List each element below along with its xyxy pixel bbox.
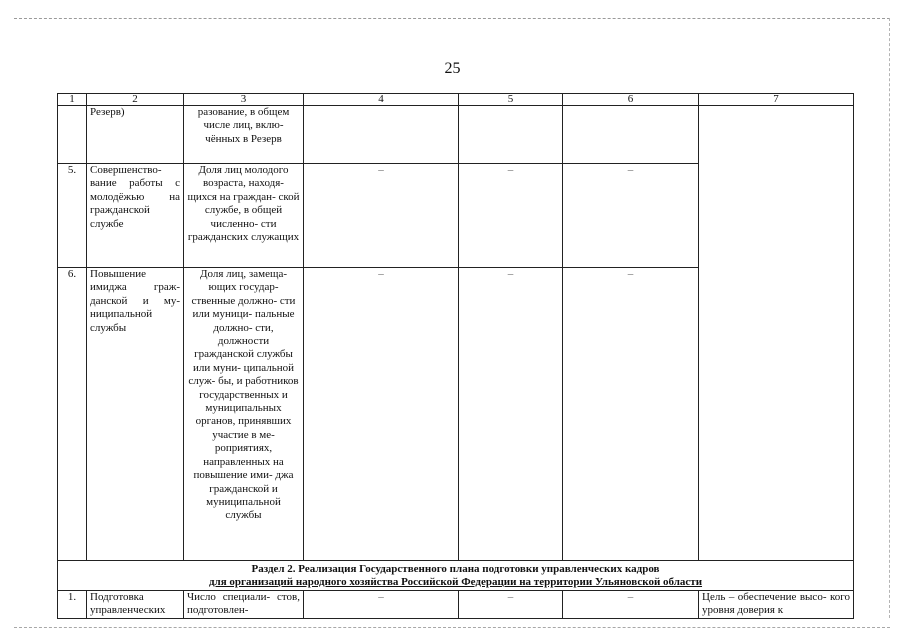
column-number: 1: [58, 94, 87, 106]
page-edge-bottom: [14, 627, 890, 628]
page-edge-top: [14, 18, 890, 19]
page-number: 25: [444, 60, 461, 77]
plan-table: [57, 93, 854, 619]
row-number: 6.: [58, 268, 87, 561]
row-number: 5.: [58, 164, 87, 268]
table-row: [58, 591, 854, 619]
activity-name: Повышение имиджа граж- данской и му- ниципальной службы: [87, 268, 184, 561]
value-cell: –: [563, 268, 699, 561]
column-number: 2: [87, 94, 184, 106]
value-cell: –: [459, 164, 563, 268]
activity-name: Совершенство- вание работы с молодёжью на гражданской службе: [87, 164, 184, 268]
indicator-text: Число специали- стов, подготовлен-: [184, 591, 304, 619]
column-number: 6: [563, 94, 699, 106]
column-number: 3: [184, 94, 304, 106]
column-number: 4: [304, 94, 459, 106]
value-cell: [563, 106, 699, 164]
value-cell: –: [304, 164, 459, 268]
page-edge-right: [889, 18, 890, 618]
value-cell: –: [563, 591, 699, 619]
row-number: 1.: [58, 591, 87, 619]
value-cell: [304, 106, 459, 164]
indicator-text: Доля лиц молодого возраста, находя- щихся на граждан- ской службе, в общей численно- сти гражданских служащих: [184, 164, 304, 268]
indicator-text: разование, в общем числе лиц, вклю- чённых в Резерв: [184, 106, 304, 164]
indicator-text: Доля лиц, замеща- ющих государ- ственные должно- сти или муници- пальные должно- сти, должности гражданской службы или муни- ципальной служ- бы, и работников государственных и муниципальных органов, принявших участие в ме- роприятиях, направленных на повышение ими- джа гражданской и муниципальной службы: [184, 268, 304, 561]
activity-name: Подготовка управленческих: [87, 591, 184, 619]
value-cell: –: [304, 268, 459, 561]
value-cell: –: [459, 268, 563, 561]
row-number: [58, 106, 87, 164]
goal-cell-empty: [699, 106, 854, 561]
value-cell: –: [563, 164, 699, 268]
value-cell: –: [459, 591, 563, 619]
table-row: [58, 106, 854, 164]
activity-name: Резерв): [87, 106, 184, 164]
section-row: [58, 561, 854, 591]
value-cell: –: [304, 591, 459, 619]
column-number: 5: [459, 94, 563, 106]
column-number-row: [58, 94, 854, 106]
goal-text: Цель – обеспечение высо- кого уровня доверия к: [699, 591, 854, 619]
section-heading: [58, 561, 854, 591]
value-cell: [459, 106, 563, 164]
section-heading-line-1: Раздел 2. Реализация Государственного плана подготовки управленческих кадров: [251, 563, 660, 575]
column-number: 7: [699, 94, 854, 106]
section-heading-line-2: для организаций народного хозяйства Российской Федерации на территории Ульяновской области: [208, 576, 703, 589]
